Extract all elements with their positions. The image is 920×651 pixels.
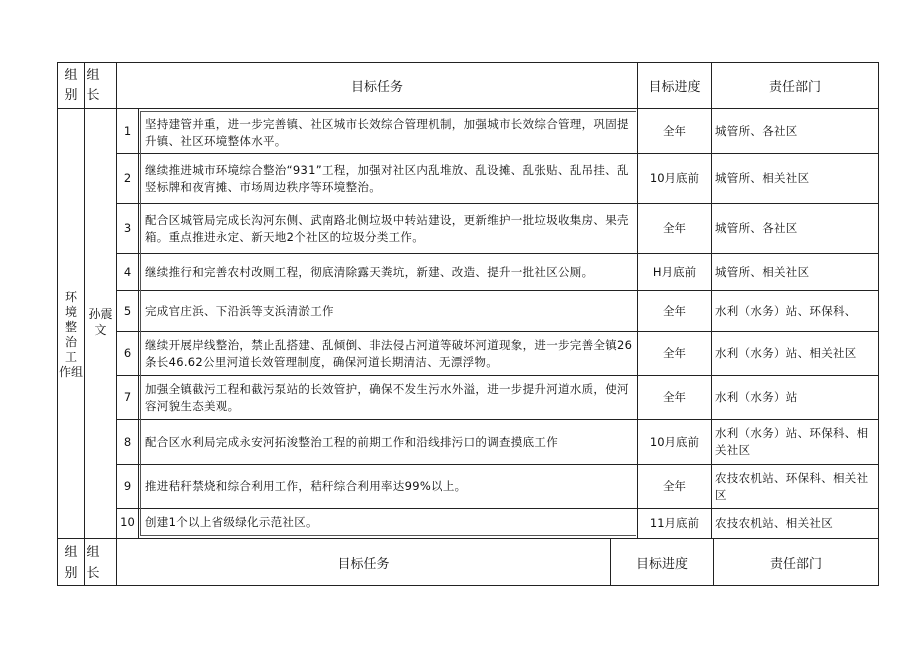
line-header-bottom (57, 108, 879, 109)
row-5-progress: 全年 (663, 303, 686, 318)
row-4-num: 4 (123, 264, 132, 279)
row-9-num: 9 (123, 479, 132, 493)
row-3-task: 配合区城管局完成长沟河东侧、武南路北侧垃圾中转站建设，更新维护一批垃圾收集房、果壳箱。重点推进永定、新天地2个社区的垃圾分类工作。 (145, 212, 629, 244)
footer-progress: 目标进度 (635, 556, 688, 572)
row-9-task: 推进秸秆禁烧和综合利用工作，秸秆综合利用率达99%以上。 (145, 479, 467, 493)
row-1-dept: 城管所、各社区 (715, 124, 798, 138)
row-3-num: 3 (123, 221, 132, 235)
header-progress: 目标进度 (648, 80, 701, 95)
vline-right (878, 62, 879, 586)
footer-leader: 组 长 (86, 545, 100, 581)
row-2-dept: 城管所、相关社区 (715, 171, 810, 185)
row-6-task: 继续开展岸线整治，禁止乱搭建、乱倾倒、非法侵占河道等破坏河道现象，进一步完善全镇26条长46.62公里河道长效管理制度，确保河道长期清洁、无漂浮物。 (145, 337, 633, 369)
row-9-progress: 全年 (663, 479, 686, 493)
row-9-dept: 农技农机站、环保科、相关社区 (715, 470, 869, 502)
row-7-num: 7 (123, 390, 132, 404)
header-task: 目标任务 (350, 80, 403, 95)
row-8-progress: 10月底前 (649, 434, 700, 449)
leader-name: 孙震 文 (88, 307, 113, 337)
row-1-num: 1 (123, 124, 132, 138)
row-8-task: 配合区水利局完成永安河拓浚整治工程的前期工作和沿线排污口的调查摸底工作 (145, 434, 558, 449)
header-group: 组 别 (64, 68, 78, 103)
row-3-dept: 城管所、各社区 (715, 221, 798, 235)
row-8-num: 8 (123, 434, 132, 449)
row-6-num: 6 (123, 346, 132, 360)
row-6-progress: 全年 (663, 346, 686, 360)
row-5-dept: 水利（水务）站、环保科、 (715, 303, 857, 318)
row-7-dept: 水利（水务）站 (715, 390, 798, 404)
header-leader: 组 长 (86, 68, 100, 103)
row-7-task: 加强全镇截污工程和截污泵站的长效管护，确保不发生污水外溢，进一步提升河道水质，使河容河貌生态美观。 (145, 381, 629, 413)
row-2-progress: 10月底前 (649, 171, 700, 185)
row-1-task: 坚持建管并重，进一步完善镇、社区城市长效综合管理机制，加强城市长效综合管理，巩固提升镇、社区环境整体水平。 (145, 116, 629, 148)
row-5-num: 5 (123, 303, 132, 318)
row-1-progress: 全年 (663, 124, 686, 138)
row-3-progress: 全年 (663, 221, 686, 235)
footer-task: 目标任务 (337, 556, 390, 572)
vline-num (138, 108, 139, 538)
line-task-inner-bottom (140, 535, 636, 536)
line-footer-bottom (57, 585, 879, 586)
row-2-num: 2 (123, 171, 132, 185)
row-6-dept: 水利（水务）站、相关社区 (715, 346, 857, 360)
row-2-task: 继续推进城市环境综合整治“931”工程，加强对社区内乱堆放、乱设摊、乱张贴、乱吊挂、乱竖标牌和夜宵摊、市场周边秩序等环境整治。 (145, 162, 629, 194)
group-name: 环 境 整 治 工 作组 (58, 290, 83, 379)
footer-dept: 责任部门 (769, 556, 822, 572)
header-dept: 责任部门 (768, 80, 821, 95)
row-5-task: 完成官庄浜、下沿浜等支浜清淤工作 (145, 303, 334, 318)
row-10-num: 10 (120, 515, 135, 529)
row-8-dept: 水利（水务）站、环保科、相关社区 (715, 426, 869, 457)
row-10-dept: 农技农机站、相关社区 (715, 516, 833, 530)
row-7-progress: 全年 (663, 390, 686, 404)
row-4-progress: H月底前 (652, 264, 697, 279)
footer-group: 组 别 (64, 545, 78, 581)
row-4-task: 继续推行和完善农村改厕工程，彻底清除露天粪坑，新建、改造、提升一批社区公厕。 (145, 264, 594, 279)
row-4-dept: 城管所、相关社区 (715, 264, 810, 279)
row-10-task: 创建1个以上省级绿化示范社区。 (145, 514, 318, 529)
row-10-progress: 11月底前 (649, 516, 700, 530)
